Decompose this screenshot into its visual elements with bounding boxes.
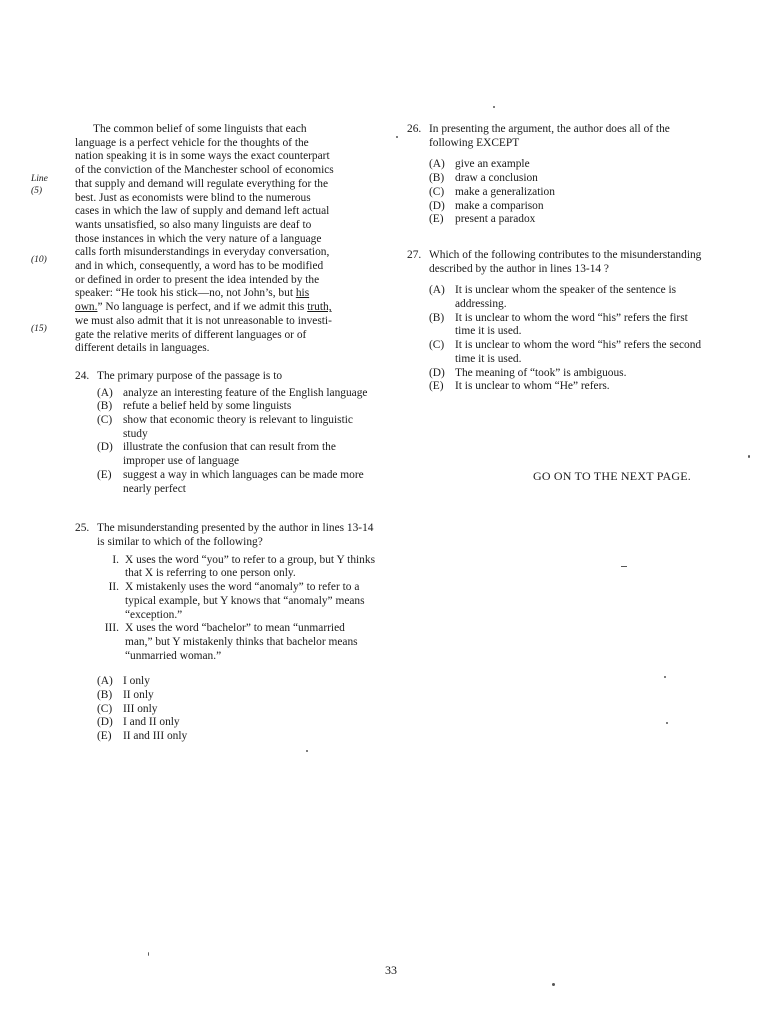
roman-statements (97, 554, 375, 664)
page-number: 33 (385, 963, 397, 977)
passage-fragment: ” No language is perfect, and if we admit this (97, 301, 308, 314)
scan-speck (748, 455, 750, 458)
passage-line: wants unsatisfied, so also many linguists are deaf to (75, 218, 312, 231)
passage-line: that supply and demand will regulate everything for the (75, 177, 329, 190)
answer-choice-c[interactable] (429, 186, 707, 200)
left-column (31, 123, 376, 744)
scan-speck (621, 566, 627, 567)
choice-letter: (D) (429, 199, 445, 212)
answer-choice-e[interactable] (97, 730, 375, 744)
scan-speck (552, 983, 555, 986)
question-27 (407, 249, 707, 394)
passage-line: best. Just as economists were blind to the numerous (75, 191, 311, 204)
roman-statement-3 (97, 622, 375, 663)
question-number: 27. (407, 248, 422, 261)
passage-line: or defined in order to present the idea intended by the (75, 273, 320, 286)
choice-text: draw a conclusion (455, 172, 538, 185)
choice-letter: (D) (429, 366, 445, 379)
choice-text: II and III only (123, 730, 188, 743)
underlined-own: own. (75, 301, 98, 314)
passage-line: those instances in which the very nature of a language (75, 232, 322, 245)
answer-choice-a[interactable] (97, 387, 375, 401)
underlined-his: his (295, 287, 310, 300)
choice-text: illustrate the confusion that can result from the improper use of language (123, 441, 336, 468)
passage-fragment: speaker: “He took his stick—no, not John’s, but (75, 287, 296, 300)
choice-letter: (B) (429, 311, 445, 324)
choice-letter: (E) (429, 213, 444, 226)
passage-line: different details in languages. (75, 342, 210, 355)
choice-text: III only (123, 702, 158, 715)
question-number: 24. (75, 369, 90, 382)
choice-text: II only (123, 689, 154, 702)
answer-choice-d[interactable] (97, 441, 375, 468)
question-text: In presenting the argument, the author does all of the following EXCEPT (429, 123, 670, 149)
roman-statement-1 (97, 554, 375, 581)
answer-choice-d[interactable] (97, 716, 375, 730)
go-on-instruction: GO ON TO THE NEXT PAGE. (533, 469, 691, 483)
line-marker-10: (10) (31, 255, 47, 265)
question-text: Which of the following contributes to the misunderstanding described by the author in lines 13-14 ? (429, 248, 702, 275)
roman-text: X uses the word “bachelor” to mean “unmarried man,” but Y mistakenly thinks that bachelor means “unmarried woman.” (125, 622, 358, 662)
underlined-truth: truth, (307, 301, 332, 314)
choice-letter: (E) (97, 730, 112, 743)
line-marker-15: (15) (31, 324, 47, 334)
passage-line: and in which, consequently, a word has to be modified (75, 260, 324, 273)
question-stem (75, 522, 375, 549)
scan-speck (666, 722, 668, 724)
scan-speck (148, 952, 149, 956)
passage-line: gate the relative merits of different languages or of (75, 328, 307, 341)
answer-choice-a[interactable] (429, 284, 707, 311)
choice-text: present a paradox (455, 213, 536, 226)
choice-letter: (C) (97, 414, 113, 427)
roman-text: X uses the word “you” to refer to a group, but Y thinks that X is referring to one person only. (125, 553, 376, 580)
choice-letter: (D) (97, 716, 113, 729)
question-text: The primary purpose of the passage is to (97, 369, 283, 382)
choice-letter: (A) (97, 675, 113, 688)
answer-choice-a[interactable] (97, 675, 375, 689)
passage-line (75, 287, 375, 301)
scan-speck (493, 106, 495, 108)
choice-text: analyze an interesting feature of the English language (123, 386, 368, 399)
answer-choice-d[interactable] (429, 367, 707, 381)
question-stem (407, 123, 707, 150)
choice-text: suggest a way in which languages can be made more nearly perfect (123, 468, 364, 495)
choice-text: I only (123, 675, 150, 688)
choice-text: give an example (455, 158, 530, 171)
right-column (407, 123, 707, 394)
choice-letter: (E) (429, 380, 444, 393)
passage-line: language is a perfect vehicle for the thoughts of the (75, 136, 309, 149)
choice-letter: (C) (429, 339, 445, 352)
answer-choice-b[interactable] (429, 172, 707, 186)
choice-text: make a comparison (455, 199, 544, 212)
answer-choice-e[interactable] (429, 213, 707, 227)
choice-text: refute a belief held by some linguists (123, 400, 292, 413)
scan-speck (306, 750, 308, 752)
line-marker-5: (5) (31, 186, 43, 196)
answer-choice-c[interactable] (97, 414, 375, 441)
choice-text: make a generalization (455, 185, 555, 198)
answer-choices (429, 158, 707, 227)
question-stem (75, 370, 375, 384)
choice-letter: (B) (429, 172, 445, 185)
choice-text: It is unclear whom the speaker of the sentence is addressing. (455, 284, 677, 311)
passage-line (75, 301, 375, 315)
question-stem (407, 249, 707, 276)
question-text: The misunderstanding presented by the author in lines 13-14 is similar to which of the following? (97, 522, 374, 548)
scan-speck (396, 136, 398, 138)
question-number: 25. (75, 522, 90, 535)
passage-line: nation speaking it is in some ways the exact counterpart (75, 150, 330, 163)
roman-statement-2 (97, 581, 375, 622)
answer-choices (429, 284, 707, 394)
roman-numeral: II. (108, 581, 119, 594)
roman-text: X mistakenly uses the word “anomaly” to refer to a typical example, but Y knows that “anomaly” means “exception.” (125, 581, 365, 621)
answer-choice-d[interactable] (429, 200, 707, 214)
choice-text: show that economic theory is relevant to linguistic study (123, 414, 353, 440)
choice-letter: (B) (97, 400, 113, 413)
choice-text: It is unclear to whom the word “his” refers the first time it is used. (455, 311, 688, 338)
passage-line: The common belief of some linguists that each (93, 123, 307, 135)
choice-letter: (B) (97, 689, 113, 702)
question-number: 26. (407, 123, 422, 135)
choice-letter: (D) (97, 441, 113, 454)
scan-speck (664, 676, 666, 678)
choice-letter: (A) (97, 386, 113, 399)
choice-text: The meaning of “took” is ambiguous. (455, 366, 627, 379)
passage-line: of the conviction of the Manchester school of economics (75, 164, 334, 177)
answer-choice-c[interactable] (97, 703, 375, 717)
question-24 (75, 370, 375, 496)
roman-numeral: I. (112, 553, 119, 566)
reading-passage (31, 123, 375, 356)
question-26 (407, 123, 707, 227)
answer-choice-e[interactable] (429, 380, 707, 394)
passage-line: cases in which the law of supply and demand left actual (75, 205, 330, 218)
roman-numeral: III. (104, 622, 119, 635)
answer-choice-b[interactable] (429, 312, 707, 339)
passage-line: we must also admit that it is not unreasonable to investi- (75, 314, 332, 327)
choice-text: It is unclear to whom “He” refers. (455, 380, 610, 393)
choice-letter: (A) (429, 158, 445, 171)
answer-choices (97, 675, 375, 744)
choice-text: I and II only (123, 716, 180, 729)
choice-text: It is unclear to whom the word “his” refers the second time it is used. (455, 339, 702, 365)
answer-choice-b[interactable] (97, 400, 375, 414)
choice-letter: (C) (429, 185, 445, 198)
passage-line: calls forth misunderstandings in everyday conversation, (75, 246, 330, 259)
choice-letter: (A) (429, 284, 445, 297)
answer-choice-c[interactable] (429, 339, 707, 366)
choice-letter: (E) (97, 468, 112, 481)
answer-choice-e[interactable] (97, 469, 375, 496)
answer-choice-b[interactable] (97, 689, 375, 703)
answer-choice-a[interactable] (429, 158, 707, 172)
line-label: Line (31, 174, 48, 184)
answer-choices (97, 387, 375, 497)
choice-letter: (C) (97, 702, 113, 715)
question-25 (75, 522, 375, 744)
